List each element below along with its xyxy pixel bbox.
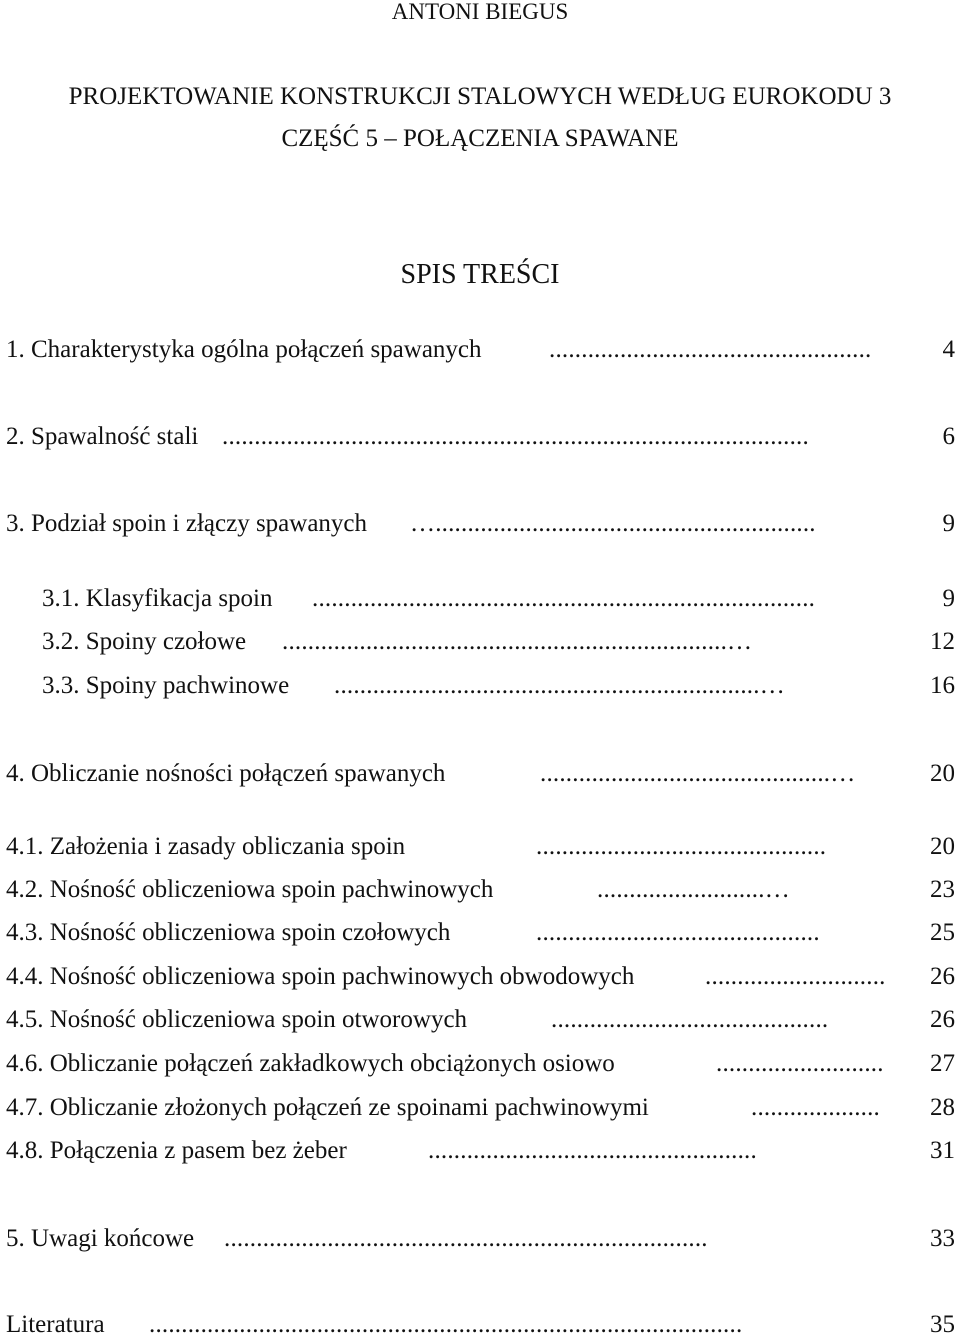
toc-entry-label: 4.6. Obliczanie połączeń zakładkowych obciążonych osiowo [6,1050,615,1077]
document-title: PROJEKTOWANIE KONSTRUKCJI STALOWYCH WEDŁUG EUROKODU 3 [68,83,892,110]
toc-page-number: 26 [930,963,955,990]
toc-entry-label: 1. Charakterystyka ogólna połączeń spawanych [6,336,482,363]
toc-page-number: 28 [930,1094,955,1121]
toc-entry-label: 4.5. Nośność obliczeniowa spoin otworowych [6,1006,468,1033]
toc-leader: ............................................................................................ [149,1311,743,1338]
toc-leader: ..................................................................… [334,672,785,699]
toc-leader: ........................................... [551,1006,829,1033]
toc-page-number: 16 [930,672,955,699]
toc-page-number: 33 [930,1225,955,1252]
toc-entry-label: 4. Obliczanie nośności połączeń spawanych [6,760,446,787]
document-subtitle: CZĘŚĆ 5 – POŁĄCZENIA SPAWANE [281,125,679,152]
toc-leader: …........................................................... [410,510,816,537]
toc-leader: ..........................… [597,876,790,903]
toc-page-number: 20 [930,760,955,787]
toc-leader: ................................................... [428,1137,757,1164]
toc-leader: .................................................. [549,336,872,363]
toc-entry-label: 4.8. Połączenia z pasem bez żeber [6,1137,347,1164]
toc-leader: .................... [751,1094,880,1121]
toc-entry-label: 5. Uwagi końcowe [6,1225,195,1252]
toc-heading: SPIS TREŚCI [400,259,560,290]
toc-leader: .............................................… [540,760,856,787]
toc-entry-label: 4.3. Nośność obliczeniowa spoin czołowych [6,919,451,946]
toc-page-number: 4 [942,336,955,363]
toc-entry-label: 4.1. Założenia i zasady obliczania spoin [6,833,406,860]
toc-leader: .......................... [716,1050,884,1077]
toc-page-number: 20 [930,833,955,860]
toc-leader: .............................................................................. [312,585,816,612]
toc-page-number: 27 [930,1050,955,1077]
toc-entry-label: 3.3. Spoiny pachwinowe [42,672,290,699]
toc-page-number: 9 [942,585,955,612]
toc-page-number: 31 [930,1137,955,1164]
toc-page-number: 12 [930,628,955,655]
toc-entry-label: 3.1. Klasyfikacja spoin [42,585,273,612]
author-name: ANTONI BIEGUS [391,0,569,24]
toc-leader: ........................................................................... [224,1225,708,1252]
toc-entry-label: 4.2. Nośność obliczeniowa spoin pachwinowych [6,876,494,903]
toc-page-number: 25 [930,919,955,946]
toc-leader: ........................................................................................... [222,423,809,450]
toc-entry-label: 3. Podział spoin i złączy spawanych [6,510,368,537]
toc-entry-label: 2. Spawalność stali [6,423,199,450]
toc-entry-label: 3.2. Spoiny czołowe [42,628,247,655]
toc-entry-label: Literatura [6,1311,105,1338]
toc-page-number: 26 [930,1006,955,1033]
toc-leader: ............................................ [536,919,820,946]
toc-page-number: 23 [930,876,955,903]
toc-entry-label: 4.7. Obliczanie złożonych połączeń ze spoinami pachwinowymi [6,1094,649,1121]
toc-leader: ............................ [705,963,886,990]
toc-leader: ............................................. [536,833,827,860]
toc-page-number: 6 [942,423,955,450]
toc-page-number: 9 [942,510,955,537]
toc-entry-label: 4.4. Nośność obliczeniowa spoin pachwinowych obwodowych [6,963,635,990]
toc-page-number: 35 [930,1311,955,1338]
toc-leader: .....................................................................… [282,628,753,655]
